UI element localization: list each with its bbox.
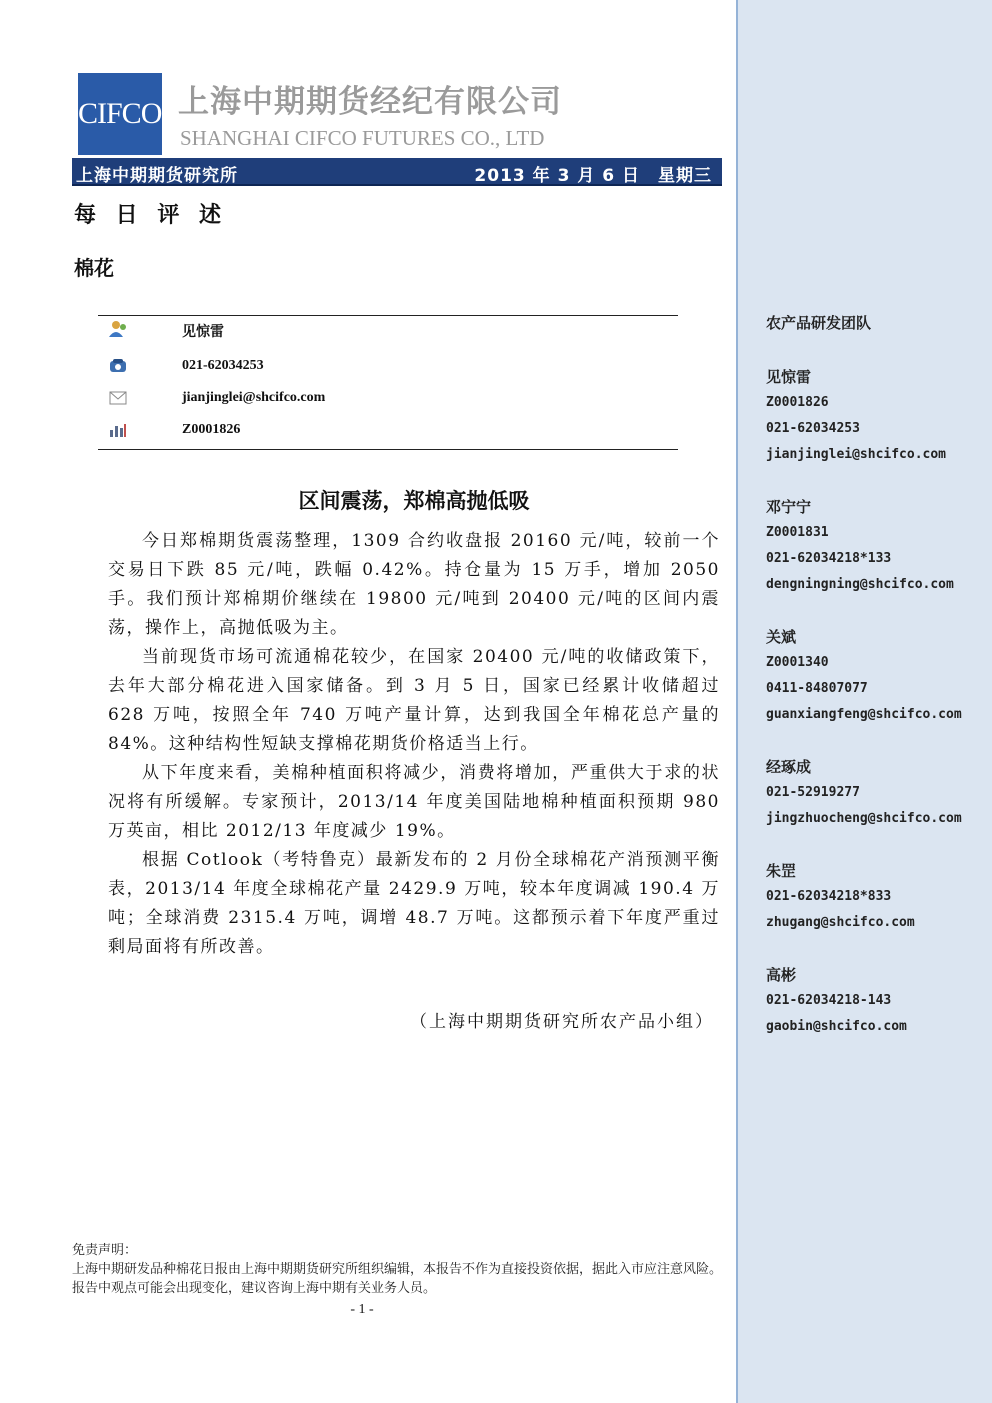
contact-detail: 021-52919277	[766, 785, 860, 800]
contact-card	[766, 962, 988, 1040]
person-icon	[108, 320, 128, 338]
analyst-phone: 021-62034253	[182, 358, 264, 373]
contact-name: 邓宁宁	[766, 498, 812, 516]
paragraph-1: 今日郑棉期货震荡整理，1309 合约收盘报 20160 元/吨，较前一个交易日下跌 85 元/吨，跌幅 0.42%。持仓量为 15 万手，增加 2050 手。我们预计郑棉期价继续在 19800 元/吨到 20400 元/吨的区间内震荡，操作上，高抛低吸为主。	[108, 531, 720, 638]
contact-detail: 021-62034253	[766, 421, 860, 436]
analyst-license-row	[98, 420, 678, 444]
contact-card	[766, 754, 988, 832]
contact-card	[766, 624, 988, 728]
contact-detail: 021-62034218*833	[766, 889, 892, 904]
logo-text: CIFCO	[78, 97, 162, 130]
company-name-cn: 上海中期期货经纪有限公司	[178, 84, 562, 120]
article-title: 区间震荡，郑棉高抛低吸	[298, 489, 530, 513]
report-type: 每 日 评 述	[74, 203, 227, 228]
paragraph-2: 当前现货市场可流通棉花较少，在国家 20400 元/吨的收储政策下，去年大部分棉花进入国家储备。到 3 月 5 日，国家已经累计收储超过 628 万吨，按照全年 740 万吨产量计算，达到我国全年棉花总产量的 84%。这种结构性短缺支撑棉花期货价格适当上行。	[108, 647, 720, 754]
contact-card	[766, 494, 988, 598]
contact-name: 朱罡	[766, 862, 797, 880]
contact-sidebar	[736, 0, 992, 1403]
page-number: - 1 -	[350, 1302, 374, 1317]
weekday-text: 星期三	[658, 166, 712, 186]
analyst-phone-row	[98, 356, 678, 380]
commodity-heading: 棉花	[74, 256, 114, 280]
analyst-name-row	[98, 319, 678, 343]
contact-detail: jingzhuocheng@shcifco.com	[766, 811, 962, 826]
date-text: 2013 年 3 月 6 日	[474, 166, 640, 186]
disclaimer-text: 上海中期研发品种棉花日报由上海中期期货研究所组织编辑，本报告不作为直接投资依据，据此入市应注意风险。报告中观点可能会出现变化，建议咨询上海中期有关业务人员。	[72, 1262, 723, 1296]
chart-icon	[108, 421, 128, 439]
article-body	[108, 527, 720, 962]
contact-card	[766, 364, 988, 468]
team-title: 农产品研发团队	[766, 314, 872, 332]
contact-name: 高彬	[766, 966, 797, 984]
phone-icon	[108, 357, 128, 375]
institute-name: 上海中期期货研究所	[76, 166, 238, 186]
contact-name: 见惊雷	[766, 368, 812, 386]
contact-detail: Z0001340	[766, 655, 829, 670]
contact-detail: jianjinglei@shcifco.com	[766, 447, 947, 462]
contact-detail: Z0001826	[766, 395, 829, 410]
contact-detail: zhugang@shcifco.com	[766, 915, 915, 930]
contact-detail: dengningning@shcifco.com	[766, 577, 954, 592]
contact-list	[766, 364, 988, 1066]
disclaimer	[72, 1241, 722, 1298]
envelope-icon	[108, 389, 128, 407]
paragraph-3: 从下年度来看，美棉种植面积将减少，消费将增加，严重供大于求的状况将有所缓解。专家预计，2013/14 年度美国陆地棉种植面积预期 980 万英亩，相比 2012/13 年度减少 19%。	[108, 763, 720, 841]
contact-detail: Z0001831	[766, 525, 829, 540]
contact-name: 关斌	[766, 628, 797, 646]
analyst-name: 见惊雷	[182, 325, 224, 340]
contact-detail: 0411-84807077	[766, 681, 868, 696]
analyst-license: Z0001826	[182, 422, 241, 437]
cifco-logo	[78, 73, 162, 155]
article-signature: （上海中期期货研究所农产品小组）	[410, 1012, 714, 1032]
disclaimer-label: 免责声明：	[72, 1243, 138, 1258]
company-name-en: SHANGHAI CIFCO FUTURES CO., LTD	[180, 126, 545, 150]
header-bar	[72, 158, 722, 186]
contact-name: 经琢成	[766, 758, 812, 776]
contact-detail: gaobin@shcifco.com	[766, 1019, 907, 1034]
report-date	[474, 161, 712, 186]
analyst-info	[98, 315, 678, 450]
contact-detail: 021-62034218-143	[766, 993, 892, 1008]
analyst-email: jianjinglei@shcifco.com	[182, 390, 326, 405]
contact-detail: 021-62034218*133	[766, 551, 892, 566]
analyst-email-row	[98, 388, 678, 412]
contact-card	[766, 858, 988, 936]
contact-detail: guanxiangfeng@shcifco.com	[766, 707, 962, 722]
paragraph-4: 根据 Cotlook（考特鲁克）最新发布的 2 月份全球棉花产消预测平衡表，2013/14 年度全球棉花产量 2429.9 万吨，较本年度调减 190.4 万吨；全球消费 2315.4 万吨，调增 48.7 万吨。这都预示着下年度严重过剩局面将有所改善。	[108, 850, 720, 957]
